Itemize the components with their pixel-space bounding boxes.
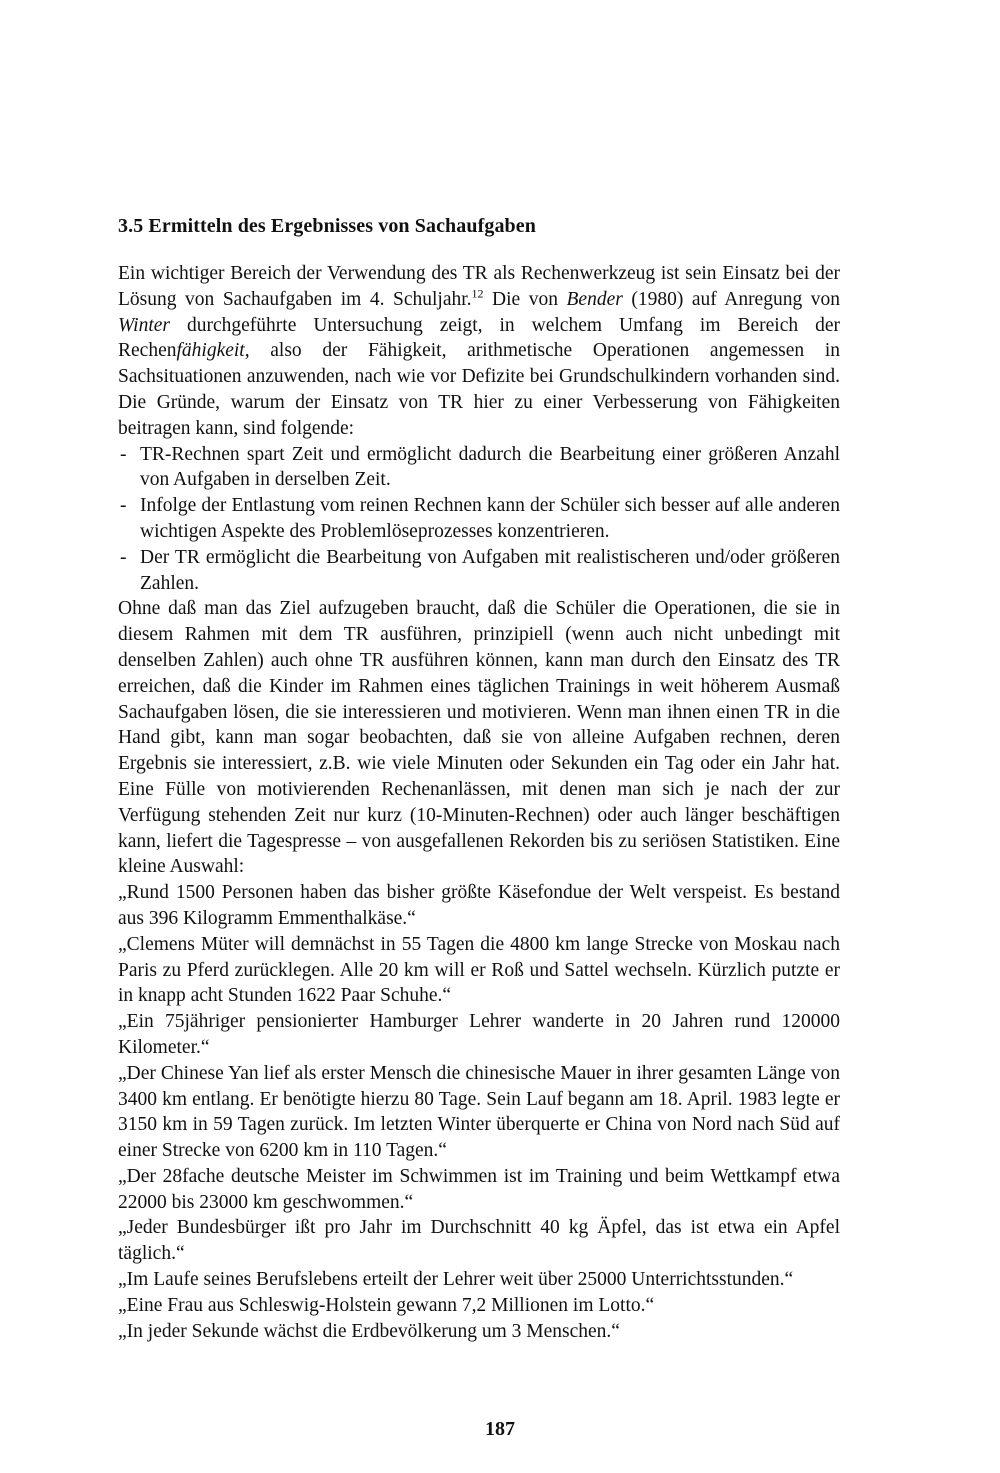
document-page <box>118 212 840 1344</box>
example-quote: „Jeder Bundesbürger ißt pro Jahr im Durchschnitt 40 kg Äpfel, das ist etwa ein Apfel täglich.“ <box>118 1217 840 1265</box>
intro-text-5: , also der Fähigkeit, arithmetische Operationen angemessen in Sachsituationen anzuwenden, nach wie vor Defizite bei Grundschulkindern vorhanden sind. Die Gründe, warum der Einsatz von TR hier zu einer Verbesserung von Fähigkeiten beitragen kann, sind folgende: <box>118 340 840 439</box>
main-paragraph: Ohne daß man das Ziel aufzugeben braucht, daß die Schüler die Operationen, die sie in diesem Rahmen mit dem TR ausführen, prinzipiell (wenn auch nicht unbedingt mit denselben Zahlen) auch ohne TR ausführen können, kann man durch den Einsatz des TR erreichen, daß die Kinder im Rahmen eines täglichen Trainings in weit höherem Ausmaß Sachaufgaben lösen, die sie interessieren und motivieren. Wenn man ihnen einen TR in die Hand gibt, kann man sogar beobachten, daß sie von alleine Aufgaben rechnen, deren Ergebnis sie interessiert, z.B. wie viele Minuten oder Sekunden ein Tag oder ein Jahr hat. Eine Fülle von motivierenden Rechenanlässen, mit denen man sich je nach der zur Verfügung stehenden Zeit nur kurz (10-Minuten-Rechnen) oder auch länger beschäftigen kann, liefert die Tagespresse – von ausgefallenen Rekorden bis zu seriösen Statistiken. Eine kleine Auswahl: <box>118 598 840 878</box>
page-number: 187 <box>485 1418 515 1440</box>
section-heading: 3.5 Ermitteln des Ergebnisses von Sachaufgaben <box>118 215 536 237</box>
intro-text-4: durchgeführte Untersuchung zeigt, in welchem Umfang im Bereich der Rechen <box>118 314 840 362</box>
footnote-reference: 12 <box>471 286 484 301</box>
intro-text-1: Ein wichtiger Bereich der Verwendung des TR als Rechenwerkzeug ist sein Einsatz bei der Lösung von Sachaufgaben im 4. Schuljahr. <box>118 263 840 310</box>
example-quote: „Der Chinese Yan lief als erster Mensch die chinesische Mauer in ihrer gesamten Länge von 3400 km entlang. Er benötigte hierzu 80 Tage. Sein Lauf begann am 18. April. 1983 legte er 3150 km in 59 Tagen zurück. Im letzten Winter überquerte er China von Nord nach Süd auf einer Strecke von 6200 km in 110 Tagen.“ <box>118 1062 840 1162</box>
intro-paragraph <box>118 261 840 442</box>
example-quote: „In jeder Sekunde wächst die Erdbevölkerung um 3 Menschen.“ <box>118 1320 620 1342</box>
list-dash: - <box>120 495 127 517</box>
emphasized-word: fähigkeit <box>176 340 245 362</box>
list-item-text: TR-Rechnen spart Zeit und ermöglicht dadurch die Bearbeitung einer größeren Anzahl von Aufgaben in derselben Zeit. <box>140 443 840 491</box>
reasons-list <box>118 442 840 597</box>
list-item <box>118 545 840 597</box>
example-quote: „Rund 1500 Personen haben das bisher größte Käsefondue der Welt verspeist. Es bestand aus 396 Kilogramm Emmenthalkäse.“ <box>118 882 840 929</box>
example-quote: „Eine Frau aus Schleswig-Holstein gewann 7,2 Millionen im Lotto.“ <box>118 1294 655 1316</box>
example-quote: „Ein 75jähriger pensionierter Hamburger Lehrer wanderte in 20 Jahren rund 120000 Kilometer.“ <box>118 1011 840 1058</box>
example-quote: „Im Laufe seines Berufslebens erteilt der Lehrer weit über 25000 Unterrichtsstunden.“ <box>118 1269 794 1291</box>
list-dash: - <box>120 443 127 465</box>
author-name-winter: Winter <box>118 314 170 336</box>
list-item <box>118 442 840 494</box>
list-item-text: Infolge der Entlastung vom reinen Rechnen kann der Schüler sich besser auf alle anderen wichtigen Aspekte des Problemlöseprozesses konzentrieren. <box>140 495 840 542</box>
example-quote: „Der 28fache deutsche Meister im Schwimmen ist im Training und beim Wettkampf etwa 22000 bis 23000 km geschwommen.“ <box>118 1165 840 1213</box>
list-item <box>118 493 840 545</box>
example-quote: „Clemens Müter will demnächst in 55 Tagen die 4800 km lange Strecke von Moskau nach Paris zu Pferd zurücklegen. Alle 20 km will er Roß und Sattel wechseln. Kürzlich putzte er in knapp acht Stunden 1622 Paar Schuhe.“ <box>118 933 840 1007</box>
author-name-bender: Bender <box>566 288 623 310</box>
list-dash: - <box>120 546 127 568</box>
intro-text-3: (1980) auf Anregung von <box>622 288 840 310</box>
body-text <box>118 261 840 1344</box>
list-item-text: Der TR ermöglicht die Bearbeitung von Aufgaben mit realistischeren und/oder größeren Zahlen. <box>140 546 840 594</box>
intro-text-2: Die von <box>483 288 567 310</box>
